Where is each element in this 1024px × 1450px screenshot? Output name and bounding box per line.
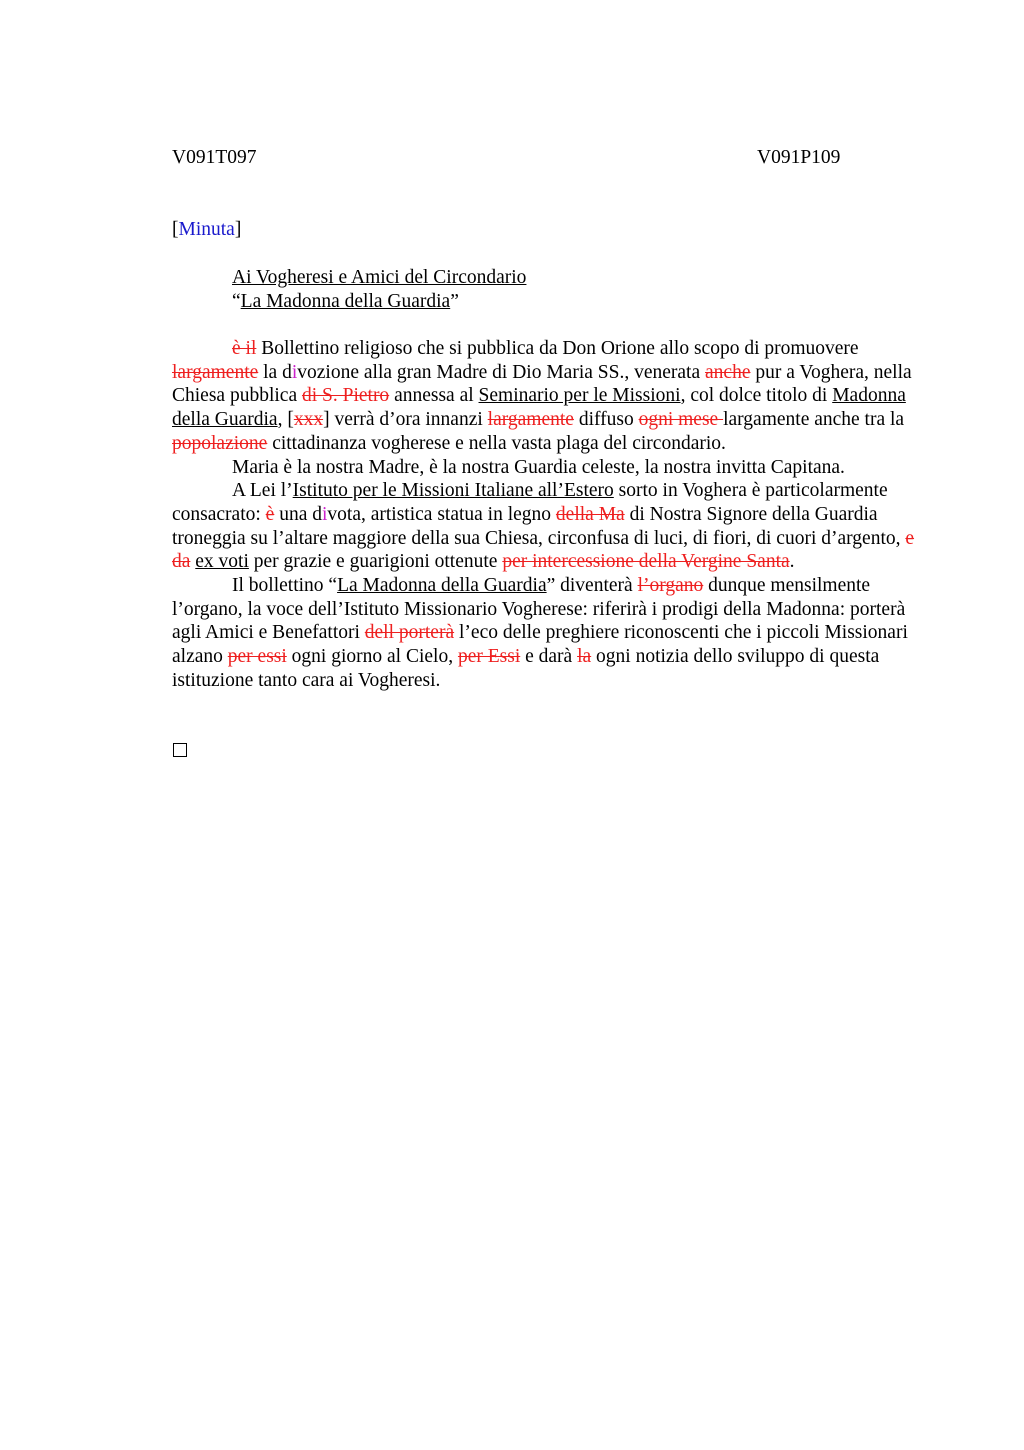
text-run: Maria è la nostra Madre, è la nostra Guardia celeste, la nostra invitta Capitana. — [232, 456, 845, 478]
paragraph-2 — [172, 456, 932, 480]
deleted-text: per essi — [227, 646, 287, 668]
inserted-letter: i — [291, 361, 298, 383]
text-run: , col dolce titolo di — [680, 385, 833, 407]
label-close-bracket: ] — [234, 219, 242, 240]
paragraph-1 — [172, 337, 932, 456]
text-run: largamente anche tra la — [723, 409, 905, 431]
text-run: una d — [274, 503, 322, 525]
text-run: Bollettino religioso che si pubblica da Don Orione allo scopo di promuovere — [256, 338, 859, 359]
text-run: la d — [258, 361, 292, 383]
address-line-1: Ai Vogheresi e Amici del Circondario — [232, 267, 527, 288]
deleted-text: l’organo — [637, 575, 704, 597]
document-label — [172, 218, 241, 242]
end-marker-box — [173, 743, 187, 757]
deleted-text: per Essi — [457, 646, 521, 668]
text-run: e darà — [520, 646, 578, 668]
underlined-text: ex voti — [195, 551, 249, 573]
label-text: Minuta — [178, 219, 235, 240]
text-run: l’eco delle preghiere riconoscenti che i piccoli Missionari alzano — [172, 622, 908, 668]
deleted-text: della Ma — [555, 503, 625, 525]
deleted-text: ogni mese — [638, 409, 724, 431]
text-run: ] verrà d’ora innanzi — [323, 409, 488, 431]
text-run: diffuso — [573, 409, 639, 431]
deleted-text: dell porterà — [364, 622, 455, 644]
address-title: La Madonna della Guardia — [240, 290, 451, 312]
text-run: ogni notizia dello sviluppo di questa istituzione tanto cara ai Vogheresi. — [172, 646, 880, 691]
header-right-code: V091P109 — [757, 147, 841, 168]
text-run: per grazie e guarigioni ottenute — [248, 551, 503, 573]
text-run: vota, artistica statua in legno — [327, 503, 556, 525]
text-run: cittadinanza vogherese e nella vasta plaga del circondario. — [267, 432, 726, 454]
deleted-text: popolazione — [172, 432, 268, 454]
header-left-code: V091T097 — [172, 147, 257, 168]
address-line-2 — [232, 290, 526, 314]
text-run: annessa al — [389, 385, 479, 407]
text-run: dunque mensilmente l’organo, la voce dell’Istituto Missionario Vogherese: riferirà i prodigi della Madonna: porterà agli Amici e Benefattori — [172, 575, 906, 644]
paragraph-4 — [172, 574, 932, 693]
text-run: pur a Voghera, nella Chiesa pubblica — [172, 361, 912, 407]
deleted-text: la — [577, 646, 592, 668]
paragraph-3 — [172, 479, 932, 574]
deleted-text: è — [265, 503, 275, 525]
text-run: ” diventerà — [546, 575, 638, 597]
body-text — [172, 337, 932, 693]
deleted-text: xxx — [293, 409, 324, 431]
text-run: di Nostra Signore della Guardia troneggia su l’altare maggiore della sua Chiesa, circonfusa di luci, di fiori, di cuori d’argento, — [172, 503, 906, 549]
deleted-text: largamente — [487, 409, 574, 431]
address-open-quote: “ — [232, 290, 241, 312]
inserted-letter: i — [321, 503, 328, 525]
deleted-text: è il — [232, 338, 257, 359]
underlined-text: Istituto per le Missioni Italiane all’Estero — [292, 480, 614, 502]
text-run: sorto in Voghera è particolarmente consacrato: — [172, 480, 888, 525]
label-open-bracket: [ — [172, 219, 179, 240]
text-run: A Lei l’ — [232, 480, 293, 502]
underlined-text: Seminario per le Missioni — [478, 385, 681, 407]
text-run: Il bollettino “ — [232, 575, 338, 597]
text-run: ogni giorno al Cielo, — [286, 646, 458, 668]
deleted-text: di S. Pietro — [301, 385, 390, 407]
text-run: vozione alla gran Madre di Dio Maria SS., venerata — [297, 361, 706, 383]
text-run: . — [789, 551, 795, 573]
underlined-text: Madonna della Guardia — [172, 385, 906, 431]
deleted-text: per intercessione della Vergine Santa — [502, 551, 790, 573]
address-block — [232, 266, 526, 313]
deleted-text: largamente — [172, 361, 259, 383]
deleted-text: anche — [705, 361, 751, 383]
text-run: , [ — [277, 409, 294, 431]
address-close-quote: ” — [450, 290, 459, 312]
deleted-text: e da — [172, 527, 915, 573]
underlined-text: La Madonna della Guardia — [337, 575, 547, 597]
